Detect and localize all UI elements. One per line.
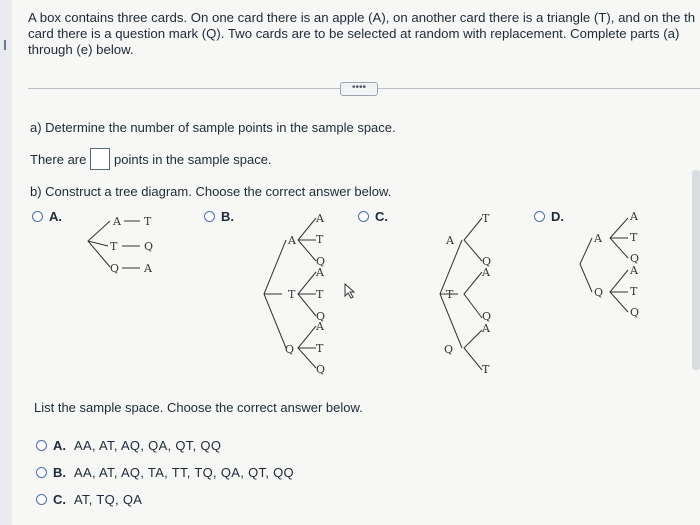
part-a-prefix: There are: [30, 152, 87, 167]
tree-b-first-1: A: [288, 234, 296, 247]
sample-space-question: List the sample space. Choose the correct answer below.: [34, 400, 363, 415]
radio-option-b[interactable]: [204, 211, 215, 222]
sample-b-text: AA, AT, AQ, TA, TT, TQ, QA, QT, QQ: [74, 465, 294, 480]
tree-b-leaf: Q: [316, 255, 326, 268]
tree-c-leaf: A: [482, 322, 490, 335]
tree-a-second-2: Q: [144, 240, 154, 253]
tree-c-leaf: T: [482, 212, 490, 225]
option-a-label: A.: [49, 209, 62, 224]
sample-c-label: C.: [53, 492, 66, 507]
tree-b-leaf: Q: [316, 310, 326, 323]
tree-b-leaf: A: [316, 212, 324, 225]
tree-b-branch-3: [298, 326, 316, 368]
tree-diagram-a: [80, 208, 180, 278]
radio-option-d[interactable]: [534, 211, 545, 222]
option-b-tree[interactable]: [204, 209, 234, 224]
part-a-suffix: points in the sample space.: [114, 152, 272, 167]
sample-a-label: A.: [53, 438, 66, 453]
radio-option-a[interactable]: [32, 211, 43, 222]
tree-a-second-1: T: [144, 215, 152, 228]
option-d-tree[interactable]: [534, 209, 564, 224]
option-d-label: D.: [551, 209, 564, 224]
part-b-question: b) Construct a tree diagram. Choose the correct answer below.: [30, 184, 392, 199]
tree-a-first-1: A: [113, 215, 121, 228]
part-a-question: a) Determine the number of sample points in the sample space.: [30, 120, 396, 135]
tree-d-leaf: A: [630, 264, 638, 277]
tree-diagram-c: [420, 206, 510, 376]
tree-c-first-3: Q: [444, 343, 454, 356]
problem-statement: A box contains three cards. On one card there is an apple (A), on another card there is a triangle (T), and on the th card there is a question mark (Q). Two cards are to be selected at random with replacement. Complete parts (a) through (e) below.: [28, 10, 696, 57]
sample-space-option-a[interactable]: [36, 438, 221, 453]
tree-d-leaf: T: [630, 231, 638, 244]
radio-option-c[interactable]: [358, 211, 369, 222]
tree-d-leaf: T: [630, 285, 638, 298]
tree-c-leaf: A: [482, 266, 490, 279]
tree-c-branch-2: [464, 272, 482, 318]
tree-diagram-b: [244, 206, 344, 376]
tree-b-first-3: Q: [285, 343, 295, 356]
mouse-cursor-icon: [343, 283, 357, 299]
collapse-handle-icon[interactable]: [4, 40, 12, 50]
option-b-label: B.: [221, 209, 234, 224]
tree-b-leaf: T: [316, 233, 324, 246]
tree-c-branch-3: [464, 330, 482, 370]
tree-c-leaf: T: [482, 363, 490, 376]
left-panel-edge: [0, 0, 12, 525]
tree-b-leaf: A: [316, 266, 324, 279]
sample-c-text: AT, TQ, QA: [74, 492, 143, 507]
option-c-tree[interactable]: [358, 209, 388, 224]
tree-c-first-2: T: [446, 288, 454, 301]
tree-a-first-3: Q: [110, 262, 120, 275]
option-a-tree[interactable]: [32, 209, 62, 224]
radio-sample-a[interactable]: [36, 440, 47, 451]
expand-more-button[interactable]: ••••: [340, 82, 378, 96]
tree-a-second-3: A: [144, 262, 152, 275]
tree-d-leaf: Q: [630, 252, 640, 265]
tree-c-leaf: Q: [482, 310, 492, 323]
tree-d-first-2: Q: [594, 286, 604, 299]
tree-b-leaf: T: [316, 342, 324, 355]
radio-sample-c[interactable]: [36, 494, 47, 505]
tree-b-leaf: T: [316, 288, 324, 301]
tree-d-first-1: A: [594, 232, 602, 245]
sample-a-text: AA, AT, AQ, QA, QT, QQ: [74, 438, 222, 453]
sample-space-option-b[interactable]: [36, 465, 294, 480]
sample-points-input[interactable]: [90, 148, 110, 170]
tree-c-branch-1: [464, 218, 482, 261]
tree-d-leaf: Q: [630, 306, 640, 319]
radio-sample-b[interactable]: [36, 467, 47, 478]
option-c-label: C.: [375, 209, 388, 224]
sample-space-option-c[interactable]: [36, 492, 142, 507]
tree-d-branch-2: [610, 270, 628, 312]
tree-c-leaf: Q: [482, 255, 492, 268]
tree-d-root-branch: [580, 238, 592, 292]
scrollbar[interactable]: [692, 170, 700, 370]
tree-b-leaf: A: [316, 320, 324, 333]
tree-d-leaf: A: [630, 210, 638, 223]
tree-diagram-d: [572, 206, 682, 321]
tree-b-first-2: T: [288, 288, 296, 301]
tree-c-first-1: A: [446, 234, 454, 247]
sample-b-label: B.: [53, 465, 66, 480]
tree-b-leaf: Q: [316, 363, 326, 376]
tree-a-first-2: T: [110, 240, 118, 253]
